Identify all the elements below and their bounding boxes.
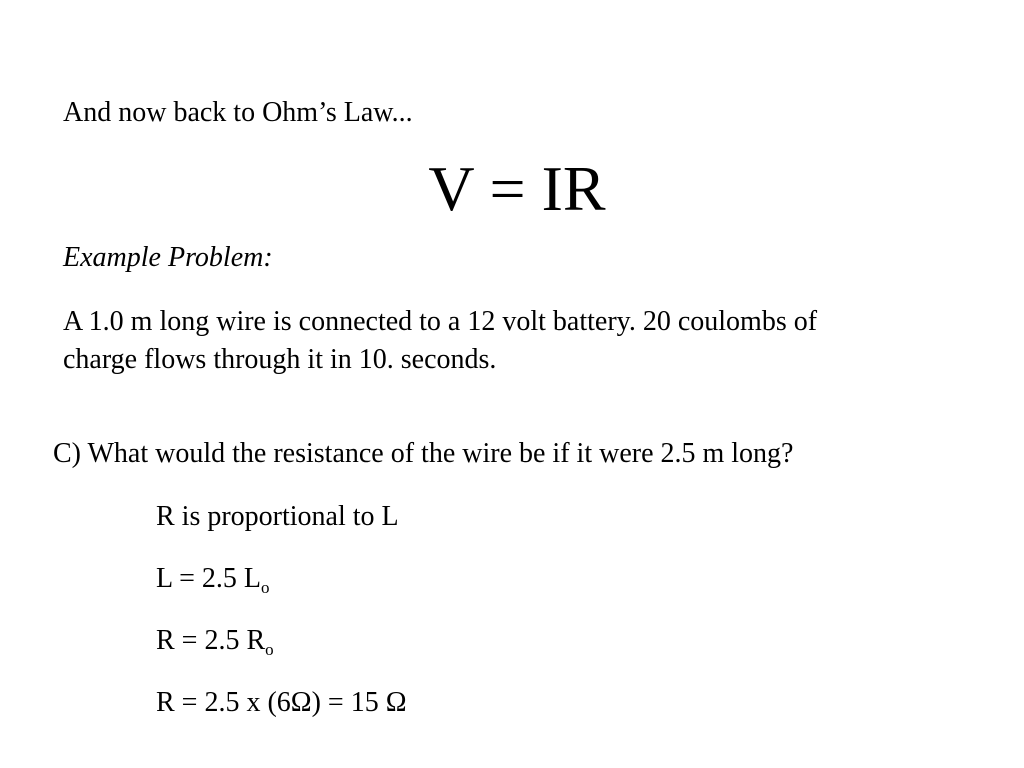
ohms-law-equation: V = IR — [428, 153, 606, 224]
step-length — [156, 562, 269, 596]
step-resistance-subscript: o — [265, 640, 274, 659]
problem-statement: A 1.0 m long wire is connected to a 12 volt battery. 20 coulombs of charge flows through it in 10. seconds. — [63, 306, 818, 375]
question-c: C) What would the resistance of the wire be if it were 2.5 m long? — [53, 438, 794, 469]
step-length-main: L = 2.5 L — [156, 563, 261, 594]
step-resistance-main: R = 2.5 R — [156, 625, 266, 656]
step-length-subscript: o — [260, 578, 270, 597]
step-resistance — [156, 624, 274, 658]
step-proportional: R is proportional to L — [156, 501, 399, 532]
intro-text: And now back to Ohm’s Law... — [63, 97, 413, 128]
example-problem-label: Example Problem: — [63, 242, 273, 273]
step-result: R = 2.5 x (6Ω) = 15 Ω — [156, 687, 407, 718]
